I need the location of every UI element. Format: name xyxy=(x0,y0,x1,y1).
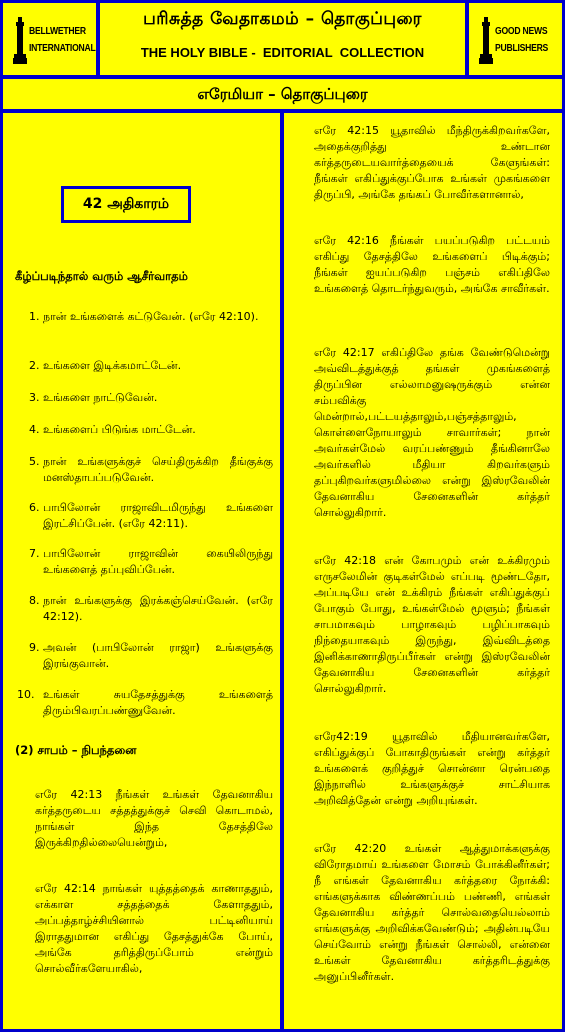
list-item xyxy=(29,500,273,532)
list-item xyxy=(29,454,273,486)
section-heading-blessing: கீழ்ப்படிந்தால் வரும் ஆசீர்வாதம் xyxy=(15,269,188,283)
verse-paragraph: எரே 42:16 நீங்கள் பயப்படுகிற பட்டயம் எகிப்து தேசத்திலே உங்களைப் பிடிக்கும்; நீங்கள் ஐயப்படுகிற பஞ்சம் எகிப்திலே உங்களைத் தொடர்ந்துவரும், அங்கே சாவீர்கள். xyxy=(314,234,550,295)
bible-title-english: THE HOLY BIBLE - EDITORIAL COLLECTION xyxy=(140,45,425,60)
list-item-number: 5. xyxy=(29,455,40,468)
list-item-number: 4. xyxy=(29,423,40,436)
list-item-number: 6. xyxy=(29,501,40,514)
list-item-text: அவன் (பாபிலோன் ராஜா) உங்களுக்கு இரங்குவான். xyxy=(43,641,273,670)
list-item-number: 9. xyxy=(29,641,40,654)
list-item xyxy=(29,390,273,406)
verse-paragraph: எரே 42:14 நாங்கள் யுத்தத்தைக் காணாததும், எக்காள சத்தத்தைக் கேளாததும், அப்பத்தாழ்ச்சியினால் பட்டினியாய் இராததுமான எகிப்து தேசத்துக்கே போய், அங்கே தரித்திருப்போம் என்றும் சொல்வீர்களேயாகில், xyxy=(35,882,273,975)
book-title-bar xyxy=(0,76,565,112)
list-item-text: பாபிலோன் ராஜாவிடமிருந்து உங்களை இரட்சிப்பேன். (எரே 42:11). xyxy=(43,501,273,530)
list-item-number: 2. xyxy=(29,359,40,372)
list-item-text: உங்கள் சுயதேசத்துக்கு உங்களைத் திரும்பிவரப்பண்ணுவேன். xyxy=(43,688,273,717)
verse-paragraph: எரே 42:13 நீங்கள் உங்கள் தேவனாகிய கர்த்தருடைய சத்தத்துக்குச் செவி கொடாமல், நாங்கள் இந்த தேசத்திலே இருக்கிறதில்லையென்றும், xyxy=(35,788,273,849)
book-title: எரேமியா – தொகுப்புரை xyxy=(197,85,368,103)
publisher-logo-left xyxy=(0,0,99,78)
list-item-number: 3. xyxy=(29,391,40,404)
list-item xyxy=(29,546,273,578)
list-item-text: நான் உங்களுக்கு இரக்கஞ்செய்வேன். (எரே 42:12). xyxy=(43,594,273,623)
list-item-number: 1. xyxy=(29,310,40,323)
list-item xyxy=(17,687,273,719)
list-item-text: உங்களை நாட்டுவேன். xyxy=(43,391,158,404)
list-item xyxy=(29,640,273,672)
list-item xyxy=(29,358,273,374)
right-column xyxy=(281,110,565,1032)
publisher-logo-right xyxy=(466,0,565,78)
list-item xyxy=(29,593,273,625)
chapter-number-box: 42 அதிகாரம் xyxy=(61,186,191,223)
list-item xyxy=(29,422,273,438)
left-logo-line-2: INTERNATIONAL xyxy=(29,42,96,54)
bellwether-logo-icon xyxy=(13,17,27,65)
section-heading-curse: (2) சாபம் – நிபந்தனை xyxy=(15,743,137,757)
right-logo-line-2: PUBLISHERS xyxy=(495,42,549,54)
verse-paragraph: எரே 42:15 யூதாவில் மீந்திருக்கிறவர்களே, அதைக்குறித்து உண்டான கர்த்தருடையவார்த்தையைக் கேளுங்கள்: நீங்கள் எகிப்துக்குப்போக உங்கள் முகங்களை திருப்பி, அங்கே தங்கப் போவீர்களானால், xyxy=(314,124,550,201)
good-news-logo-icon xyxy=(479,17,493,65)
list-item-text: உங்களை இடிக்கமாட்டேன். xyxy=(43,359,182,372)
list-item-text: நான் உங்களுக்குச் செய்திருக்கிற தீங்குக்கு மனஸ்தாபப்படுவேன். xyxy=(43,455,273,484)
verse-paragraph: எரே42:19 யூதாவில் மீதியானவர்களே, எகிப்துக்குப் போகாதிருங்கள் என்று கர்த்தர் உங்களைக் குறித்துச் சொன்னா ரென்பதை இந்நாளில் உங்களுக்குச் சாட்சியாக அறிவித்தேன் என்று அறியுங்கள். xyxy=(314,730,550,807)
bellwether-logo xyxy=(13,17,96,65)
verse-paragraph: எரே 42:17 எகிப்திலே தங்க வேண்டுமென்று அவ்விடத்துக்குத் தங்கள் முகங்களைத் திருப்பின எல்லாமனுஷருக்கும் என்ன சம்பவிக்கு மென்றால்,பட்டயத்தாலும்,பஞ்சத்தாலும், கொள்ளைநோயாலும் சாவார்கள்; நான் அவர்கள்மேல் வரப்பண்ணும் தீங்கினாலே அவர்களில் மீதியா கிறவர்களும் தப்புகிறவர்களுமில்லை என்று இஸ்ரவேலின் தேவனாகிய சேனைகளின் கர்த்தர் சொல்லுகிறார். xyxy=(314,346,550,519)
list-item-number: 10. xyxy=(17,688,35,701)
verse-paragraph: எரே 42:18 என் கோபமும் என் உக்கிரமும் எருசலேமின் குடிகள்மேல் எப்படி மூண்டதோ, அப்படியே என் உக்கிரம் நீங்கள் எகிப்துக்குப் போகும் போது, உங்கள்மேல் மூளும்; நீங்கள் சாபமாகவும் பாழாகவும் பழிப்பாகவும் நிந்தையாகவும் இருந்து, இவ்விடத்தை இனிக்காணாதிருப்பீர்கள் என்று இஸ்ரவேலின் தேவனாகிய சேனைகளின் கர்த்தர் சொல்லுகிறார். xyxy=(314,554,550,695)
verse-paragraph: எரே 42:20 உங்கள் ஆத்துமாக்களுக்கு விரோதமாய் உங்களை மோசம் போக்கினீர்கள்; நீ எங்கள் தேவனாகிய கர்த்தரை நோக்கி: எங்களுக்காக விண்ணப்பம் பண்ணி, எங்கள் தேவனாகிய கர்த்தர் சொல்வதையெல்லாம் எங்களுக்கு அறிவிக்கவேண்டும்; அதின்படியே செய்வோம் என்று நீங்கள் சொல்லி, என்னை உங்கள் தேவனாகிய கர்த்தரிடத்துக்கு அனுப்பினீர்கள். xyxy=(314,842,550,983)
left-logo-line-1: BELLWETHER xyxy=(29,25,86,37)
list-item-text: பாபிலோன் ராஜாவின் கையிலிருந்து உங்களைத் தப்புவிப்பேன். xyxy=(43,547,273,576)
list-item-text: உங்களைப் பிடுங்க மாட்டேன். xyxy=(43,423,196,436)
list-item-text: நான் உங்களைக் கட்டுவேன். (எரே 42:10). xyxy=(43,310,259,323)
left-column xyxy=(0,110,283,1032)
right-logo-line-1: GOOD NEWS xyxy=(495,25,548,37)
list-item-number: 8. xyxy=(29,594,40,607)
good-news-logo xyxy=(479,17,559,65)
bible-title-tamil: பரிசுத்த வேதாகமம் – தொகுப்புரை xyxy=(143,9,422,29)
header-title-box xyxy=(97,0,468,78)
list-item-number: 7. xyxy=(29,547,40,560)
list-item xyxy=(29,309,273,325)
